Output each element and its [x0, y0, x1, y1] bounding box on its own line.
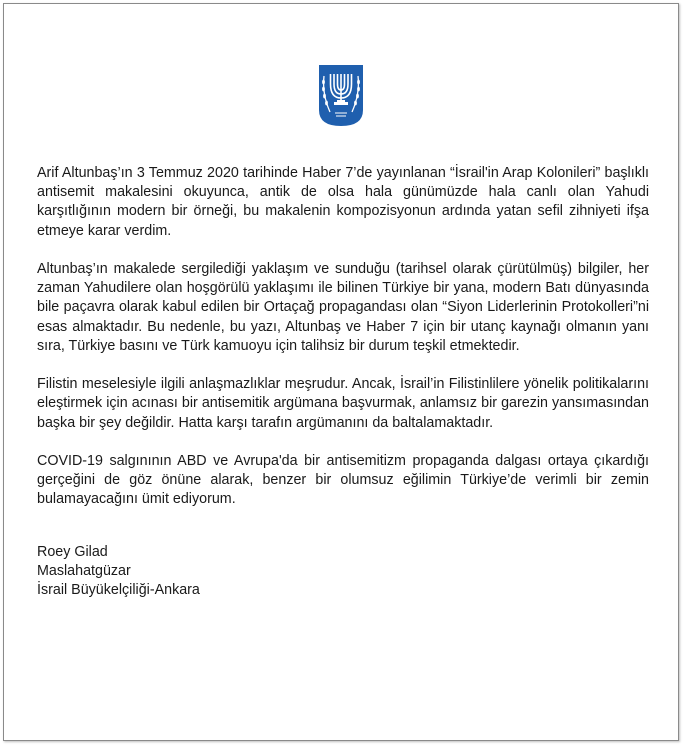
signature-block	[37, 543, 649, 601]
letter-body	[37, 164, 649, 600]
letter-page	[3, 3, 679, 741]
signatory-title: Maslahatgüzar	[37, 562, 131, 579]
signatory-office: İsrail Büyükelçiliği-Ankara	[37, 582, 200, 599]
paragraph-4: COVID-19 salgınının ABD ve Avrupa'da bir antisemitizm propaganda dalgası ortaya çıkardığı gerçeğini de göz önüne alarak, benzer bir olumsuz eğilimin Türkiye’de verimli bir zemin bulamayacağını ümit ediyorum.	[37, 453, 649, 508]
paragraph-3: Filistin meselesiyle ilgili anlaşmazlıklar meşrudur. Ancak, İsrail’in Filistinlilere yönelik politikalarını eleştirmek için acınası bir antisemitik argümana başvurmak, anlamsız bir garezin yansımasından başka bir şey değildir. Hatta karşı tarafın argümanını da baltalamaktadır.	[37, 376, 649, 431]
paragraph-1: Arif Altunbaş’ın 3 Temmuz 2020 tarihinde Haber 7’de yayınlanan “İsrail'in Arap Kolonileri” başlıklı antisemit makalesini okuyunca, antik de olsa hala günümüzde hala canlı olan Yahudi karşıtlığının modern bir örneği, bu makalenin kompozisyonun ardında yatan sefil zihniyeti ifşa etmeye karar verdim.	[37, 165, 649, 239]
signatory-name: Roey Gilad	[37, 543, 108, 560]
menorah-emblem-icon	[318, 64, 364, 127]
paragraph-2: Altunbaş’ın makalede sergilediği yaklaşım ve sunduğu (tarihsel olarak çürütülmüş) bilgiler, her zaman Yahudilere olan hoşgörülü yaklaşımı ile bilinen Türkiye bir yana, modern Batı dünyasında bile paçavra olarak kabul edilen bir Ortaçağ propagandası olan “Siyon Liderlerinin Protokolleri”ni esas almaktadır. Bu nedenle, bu yazı, Altunbaş ve Haber 7 için bir utanç kaynağı olmanın yanı sıra, Türkiye basını ve Türk kamuoyu için talihsiz bir durum teşkil etmektedir.	[37, 261, 649, 354]
